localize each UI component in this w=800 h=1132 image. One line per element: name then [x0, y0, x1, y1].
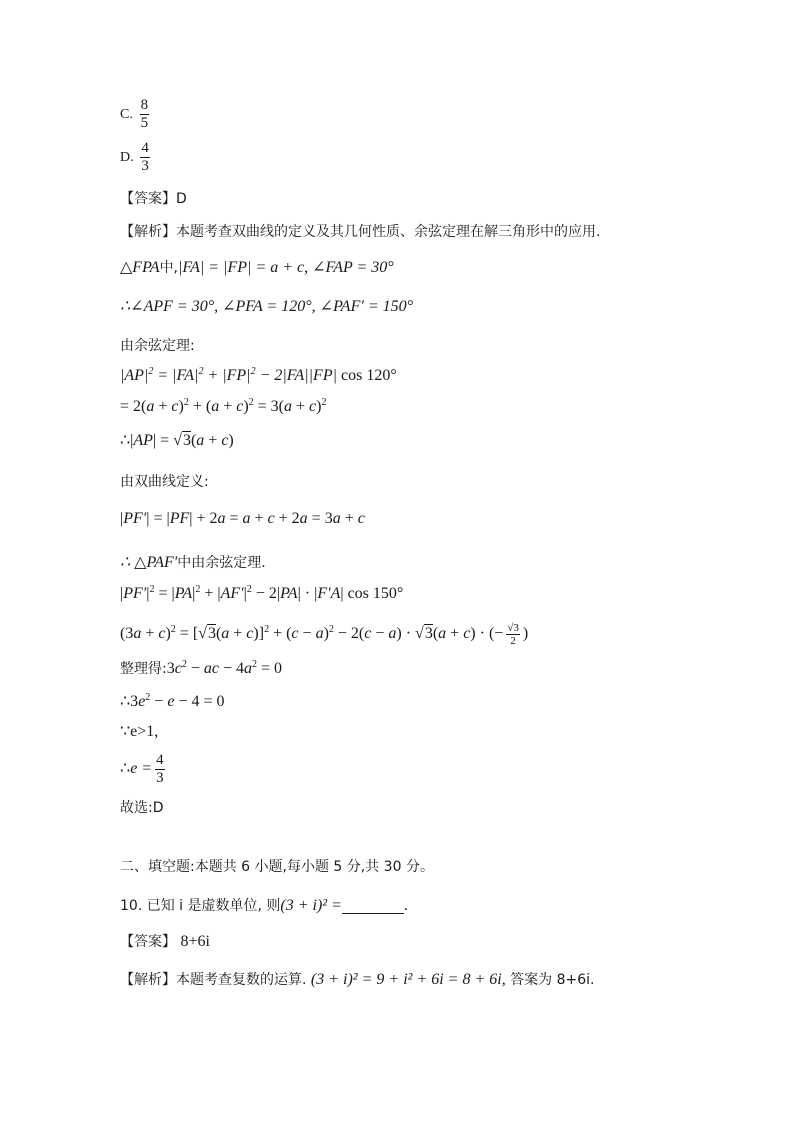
denominator: 2 — [510, 635, 516, 647]
formula-line-15 — [120, 752, 168, 787]
formula-line-8: |PF′| = |PF| + 2a = a + c + 2a = 3a + c — [120, 510, 365, 527]
formula-line-1 — [120, 258, 394, 278]
answer-value: 8+6i — [180, 933, 210, 950]
analysis-text: 本题考查双曲线的定义及其几何性质、余弦定理在解三角形中的应用. — [176, 224, 601, 240]
text-cosine-law: 由余弦定理: — [120, 338, 195, 354]
answer-line: 【答案】D — [120, 191, 187, 207]
formula-line-10: $|PF'|^2 = |PA|^2 + |AF'|^2 - 2|PA| \cdot |F'A|$ cos 150° — [120, 584, 404, 602]
formula-line-2 — [120, 297, 413, 317]
option-d — [120, 140, 153, 175]
equation: |FA| = |FP| = a + c, ∠FAP = 30° — [178, 259, 394, 276]
formula-line-6: ∴|AP| = √3(a + c) — [120, 432, 234, 449]
analysis-tag: 【解析】 — [120, 224, 176, 240]
triangle-paf: ∴ △PAF′ — [120, 554, 178, 571]
section-heading: 二、填空题:本题共 6 小题,每小题 5 分,共 30 分。 — [120, 859, 434, 875]
analysis-tag: 【解析】 — [120, 972, 176, 988]
equation: (3 + i)² = — [280, 897, 342, 914]
denominator: 3 — [141, 158, 149, 174]
fraction — [506, 622, 520, 647]
answer-blank — [342, 897, 404, 914]
equation: ∴∠APF = 30°, ∠PFA = 120°, ∠PAF′ = 150° — [120, 298, 414, 315]
analysis-text: 本题考查复数的运算. — [176, 972, 307, 988]
question-10 — [120, 896, 408, 916]
fraction — [140, 140, 150, 175]
period: . — [403, 897, 408, 914]
numerator: 4 — [141, 140, 149, 156]
formula-line-13: $\therefore 3e^2 - e - 4 = 0$ — [120, 692, 225, 710]
text-choose: 故选:D — [120, 800, 164, 816]
denominator: 5 — [140, 115, 149, 131]
numerator: √3 — [507, 622, 519, 634]
text-cosine: 中由余弦定理. — [177, 555, 266, 571]
formula-line-11: $(3a + c)^2 = [√3(a + c)]^2 + (c - a)^2 - 2(c - a) \cdot √3(a + c)$ · (− $\frac{√3}{2}$ ) — [120, 622, 529, 647]
close-paren: ) — [522, 625, 529, 643]
equation: e = — [130, 760, 153, 778]
therefore-symbol: ∴ — [120, 760, 131, 778]
formula-line-4: $|AP|^2 = |FA|^2 + |FP|^2 - 2|FA||FP|$ cos 120° — [120, 366, 397, 384]
formula-line-12: 整理得$:3c^2$ − ac − $4a^2 = 0$ — [120, 659, 283, 677]
equation: (3 + i)² = 9 + i² + 6i = 8 + 6i, — [310, 971, 506, 988]
numerator: 4 — [156, 752, 164, 768]
analysis-line — [120, 222, 600, 242]
answer-tag: 【答案】 — [120, 934, 176, 950]
text-hyperbola-def: 由双曲线定义: — [120, 474, 209, 490]
text-simplify: 整理得: — [120, 661, 167, 677]
formula-line-9 — [120, 553, 266, 573]
triangle-fpa: △FPA — [120, 259, 160, 276]
option-label: D. — [120, 149, 134, 165]
analysis-tail: 答案为 8+6i. — [510, 972, 595, 988]
text-zhong: 中, — [159, 260, 179, 276]
analysis-line-2 — [120, 970, 595, 990]
formula-line-14: ∵e>1, — [120, 723, 159, 740]
option-label: C. — [120, 106, 133, 122]
answer-line-2 — [120, 932, 210, 952]
option-c — [120, 97, 152, 132]
formula-line-5: = $2(a + c)^2 + (a + c)^2 = 3(a + c)^2$ — [120, 397, 327, 415]
fraction — [140, 97, 150, 132]
denominator: 3 — [156, 770, 164, 786]
question-text: 10. 已知 i 是虚数单位, 则 — [120, 898, 281, 914]
numerator: 8 — [140, 97, 149, 113]
fraction — [155, 752, 165, 787]
